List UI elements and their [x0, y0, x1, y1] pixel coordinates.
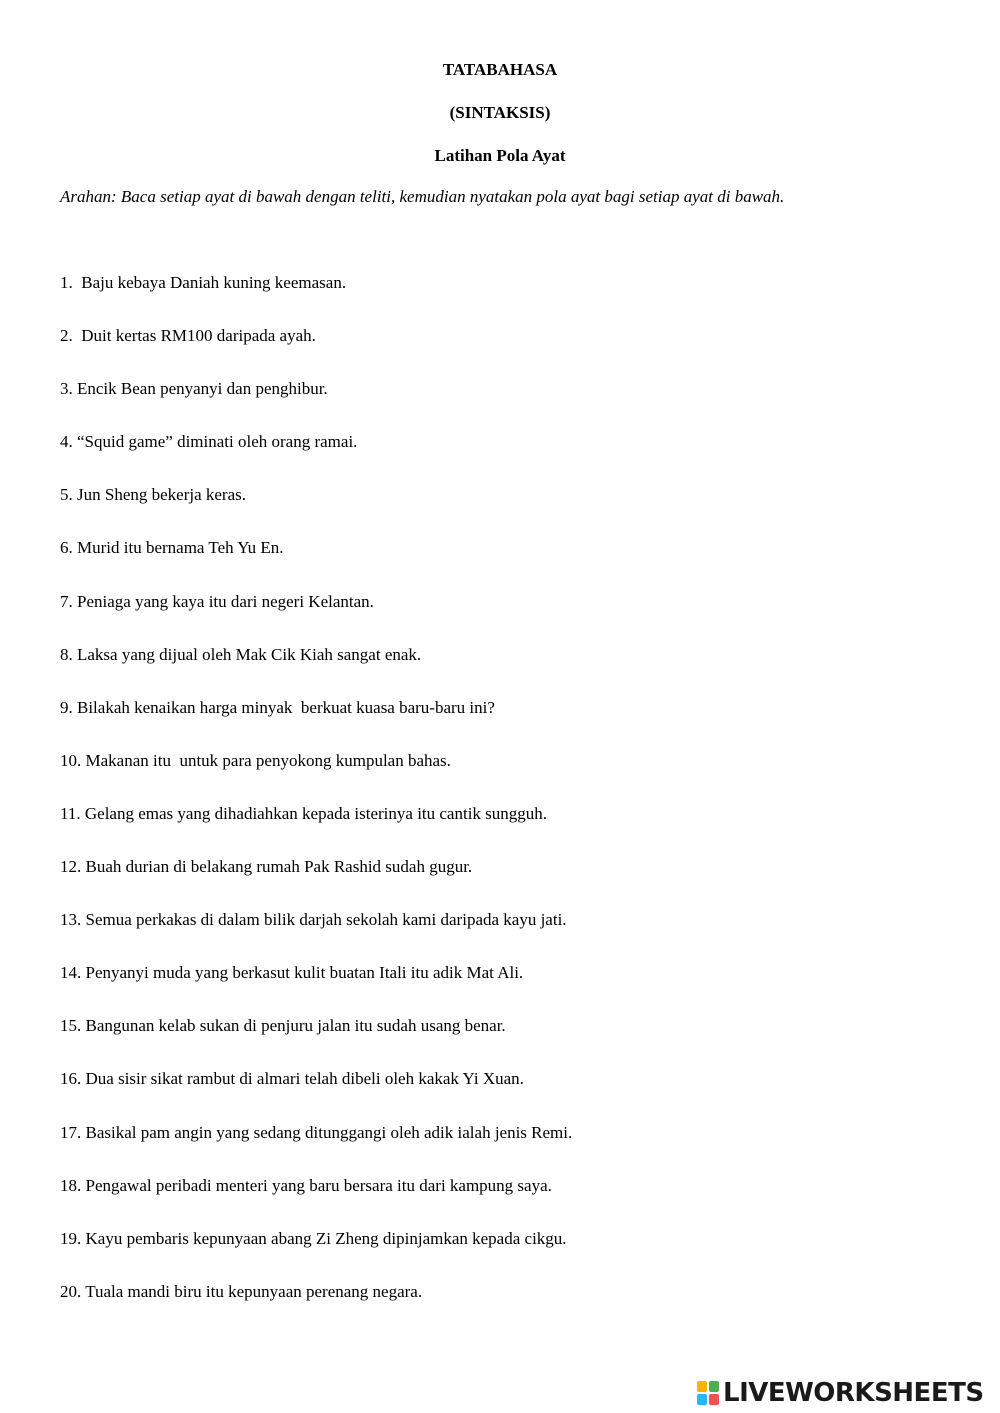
sentence-item: 6. Murid itu bernama Teh Yu En. [60, 538, 284, 558]
sentence-item: 9. Bilakah kenaikan harga minyak berkuat kuasa baru-baru ini? [60, 697, 495, 717]
sentence-item: 18. Pengawal peribadi menteri yang baru bersara itu dari kampung saya. [60, 1175, 552, 1195]
logo-square [709, 1394, 719, 1405]
sentence-item: 10. Makanan itu untuk para penyokong kumpulan bahas. [60, 750, 451, 770]
sentence-item: 7. Peniaga yang kaya itu dari negeri Kelantan. [60, 591, 374, 611]
sentence-item: 11. Gelang emas yang dihadiahkan kepada isterinya itu cantik sungguh. [60, 803, 548, 823]
sentence-item: 4. “Squid game” diminati oleh orang ramai. [60, 432, 358, 452]
sentence-item: 2. Duit kertas RM100 daripada ayah. [60, 326, 316, 346]
sentence-item: 19. Kayu pembaris kepunyaan abang Zi Zheng dipinjamkan kepada cikgu. [60, 1228, 567, 1248]
sentence-item: 8. Laksa yang dijual oleh Mak Cik Kiah sangat enak. [60, 644, 422, 664]
sentence-item: 16. Dua sisir sikat rambut di almari telah dibeli oleh kakak Yi Xuan. [60, 1069, 524, 1089]
instruction-text: Arahan: Baca setiap ayat di bawah dengan teliti, kemudian nyatakan pola ayat bagi setiap ayat di bawah. [60, 187, 785, 206]
logo-text: LIVEWORKSHEETS [723, 1378, 984, 1408]
worksheet-title: TATABAHASA [442, 60, 558, 79]
sentence-list [60, 272, 572, 1334]
sentence-item: 20. Tuala mandi biru itu kepunyaan perenang negara. [60, 1281, 423, 1301]
worksheet-subtitle: (SINTAKSIS) [449, 103, 551, 122]
section-heading: Latihan Pola Ayat [434, 146, 566, 165]
sentence-item: 12. Buah durian di belakang rumah Pak Rashid sudah gugur. [60, 857, 473, 877]
logo-square [697, 1381, 707, 1392]
sentence-item: 13. Semua perkakas di dalam bilik darjah sekolah kami daripada kayu jati. [60, 910, 567, 930]
liveworksheets-logo [697, 1378, 984, 1408]
logo-square [697, 1394, 707, 1405]
logo-square [709, 1381, 719, 1392]
sentence-item: 17. Basikal pam angin yang sedang ditunggangi oleh adik ialah jenis Remi. [60, 1122, 573, 1142]
sentence-item: 3. Encik Bean penyanyi dan penghibur. [60, 379, 328, 399]
logo-mark-icon [697, 1381, 719, 1405]
sentence-item: 15. Bangunan kelab sukan di penjuru jalan itu sudah usang benar. [60, 1016, 506, 1036]
sentence-item: 14. Penyanyi muda yang berkasut kulit buatan Itali itu adik Mat Ali. [60, 963, 524, 983]
sentence-item: 1. Baju kebaya Daniah kuning keemasan. [60, 273, 347, 292]
sentence-item: 5. Jun Sheng bekerja keras. [60, 485, 247, 505]
